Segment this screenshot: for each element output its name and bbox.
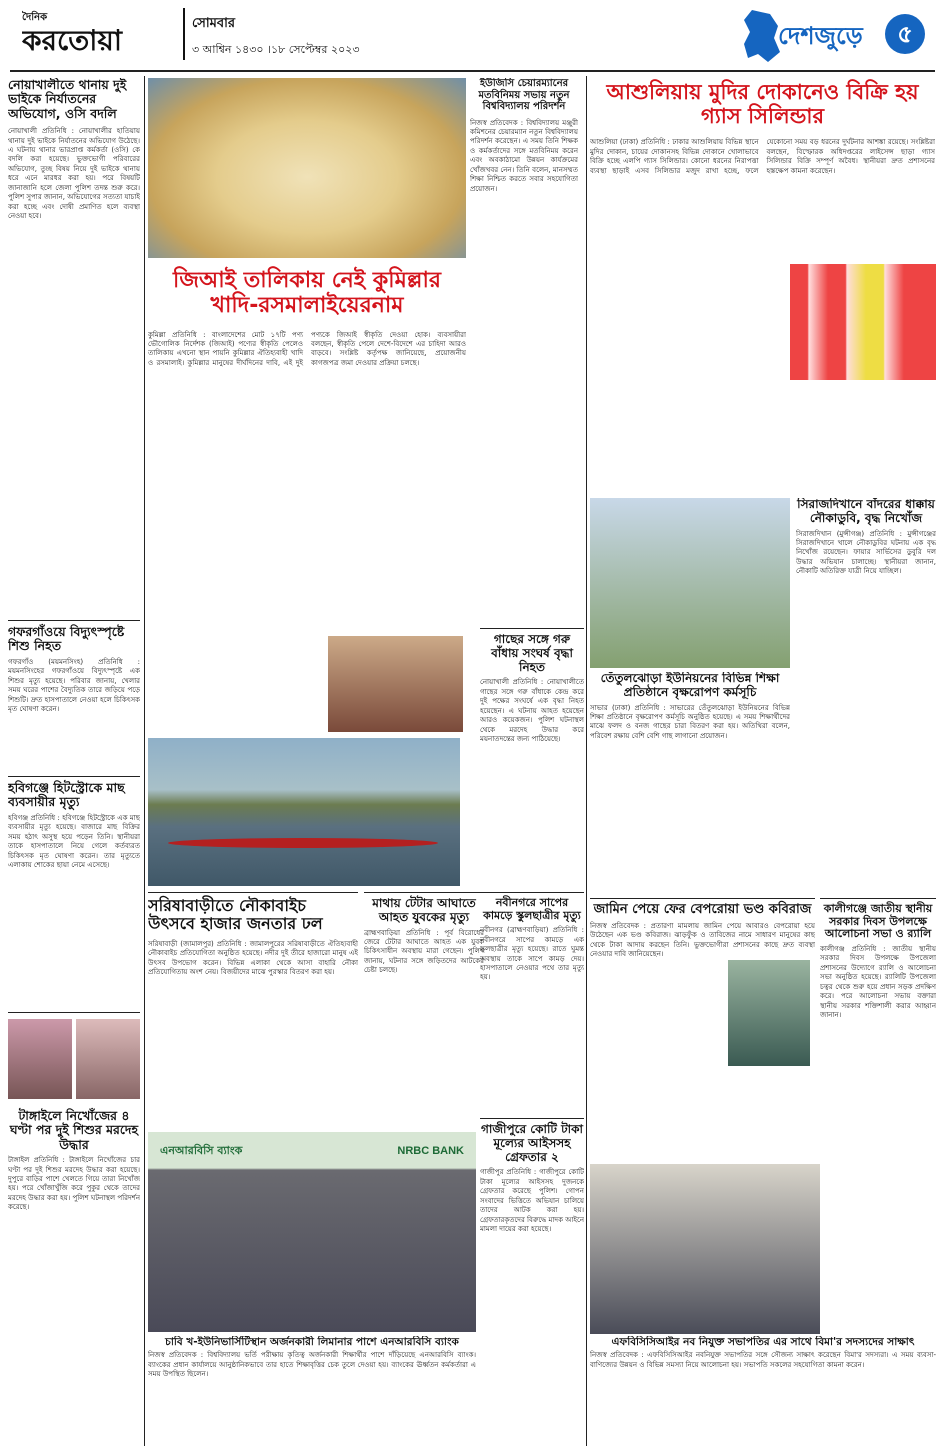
masthead (0, 0, 945, 72)
headline: এফবিসিসিআইর নব নিযুক্ত সভাপতির এর সাথে বিমা'র সদস্যদের সাক্ষাৎ (611, 1336, 915, 1348)
col-divider-2 (586, 76, 587, 1446)
rasmalai-photo (148, 78, 466, 258)
col-divider-1 (144, 76, 145, 1446)
article-body: নোয়াখালী প্রতিনিধি : নোয়াখালীতে গাছের সঙ্গে গরু বাঁধাকে কেন্দ্র করে দুই পক্ষের সংঘর্ষে এক বৃদ্ধা নিহত হয়েছেন। এ ঘটনায় আহত হয়েছেন আরও কয়েকজন। পুলিশ ঘটনাস্থল থেকে মরদেহ উদ্ধার করে ময়নাতদন্তের জন্য পাঠিয়েছে। (480, 678, 584, 744)
article-body: নোয়াখালী প্রতিনিধি : নোয়াখালীর হাতিয়ায় থানায় দুই ভাইকে নির্যাতনের অভিযোগ উঠেছে। এ ঘটনায় থানার ভারপ্রাপ্ত কর্মকর্তা (ওসি) কে বদলি করা হয়েছে। ভুক্তভোগী পরিবারের অভিযোগ, তুচ্ছ বিষয় নিয়ে দুই ভাইকে থানায় ধরে এনে মারধর করা হয়। পরে বিষয়টি জানাজানি হলে জেলা পুলিশ তদন্ত শুরু করে। পুলিশ সুপার জানান, অভিযোগের সত্যতা যাচাই করা হচ্ছে এবং দোষী প্রমাণিত হলে ব্যবস্থা নেওয়া হবে। (8, 127, 140, 221)
date-label: ৩ আশ্বিন ১৪৩০ ।১৮ সেপ্টেম্বর ২০২৩ (192, 43, 360, 56)
article-snake (480, 892, 584, 1112)
article-body: টাঙ্গাইল প্রতিনিধি : টাঙ্গাইলে নিখোঁজের চার ঘণ্টা পর দুই শিশুর মরদেহ উদ্ধার করা হয়েছে। দুপুরে বাড়ির পাশে খেলতে গিয়ে তারা নিখোঁজ হয়। পরে খোঁজাখুঁজি করে পুকুর থেকে তাদের মরদেহ উদ্ধার করা হয়। পুলিশ ঘটনাস্থল পরিদর্শন করেছে। (8, 1156, 140, 1212)
article-sarishabari (148, 892, 358, 1124)
article-body: সাভার (ঢাকা) প্রতিনিধি : সাভারের তেঁতুলঝোড়া ইউনিয়নের বিভিন্ন শিক্ষা প্রতিষ্ঠানে বৃক্ষরোপণ কর্মসূচি অনুষ্ঠিত হয়েছে। এ সময় শিক্ষার্থীদের মাঝে ফলদ ও বনজ গাছের চারা বিতরণ করা হয়। অতিথিরা বলেন, পরিবেশ রক্ষায় বেশি বেশি গাছ লাগানো প্রয়োজন। (590, 703, 790, 740)
article-body: নিজস্ব প্রতিবেদক : এফবিসিসিআইর নবনিযুক্ত সভাপতির সঙ্গে সৌজন্য সাক্ষাৎ করেছেন বিমা'র সদস্যরা। এ সময় ব্যবসা-বাণিজ্যের উন্নয়ন ও বিভিন্ন সমস্যা নিয়ে আলোচনা হয়। সভাপতি সকলের সহযোগিতা কামনা করেন। (590, 1351, 936, 1369)
article-body: নিজস্ব প্রতিবেদক : বিশ্ববিদ্যালয় ভর্তি পরীক্ষায় কৃতিত্ব অর্জনকারী শিক্ষার্থীর পাশে দাঁড়িয়েছে এনআরবিসি ব্যাংক। ব্যাংকের প্রধান কার্যালয়ে আনুষ্ঠানিকভাবে তার হাতে শিক্ষাবৃত্তির চেক তুলে দেওয়া হয়। ব্যাংকের ঊর্ধ্বতন কর্মকর্তারা এ সময় উপস্থিত ছিলেন। (148, 1351, 476, 1378)
article-tree (590, 672, 790, 882)
headline: মাথায় টেটার আঘাতে আহত যুবকের মৃত্যু (372, 896, 476, 924)
article-bimar (590, 1336, 936, 1448)
article-ice (480, 1118, 584, 1448)
headline: গাছের সঙ্গে গরু বাঁধায় সংঘর্ষ বৃদ্ধা নিহত (491, 632, 573, 674)
article-bank (148, 1336, 476, 1448)
meeting-photo (328, 636, 463, 732)
article-body: গফরগাঁও (ময়মনসিংহ) প্রতিনিধি : ময়মনসিংহের গফরগাঁওয়ে বিদ্যুৎস্পৃষ্টে এক শিশুর মৃত্যু হয়েছে। পরিবার জানায়, খেলার সময় ঘরের পাশের বৈদ্যুতিক তারে জড়িয়ে পড়ে শিশুটি। দ্রুত হাসপাতালে নেওয়া হলে চিকিৎসক মৃত ঘোষণা করেন। (8, 657, 140, 713)
article-body: নিজস্ব প্রতিবেদক : প্রতারণা মামলায় জামিন পেয়ে আবারও বেপরোয়া হয়ে উঠেছেন এক ভণ্ড কবিরাজ। ঝাড়ফুঁক ও তাবিজের নামে সাধারণ মানুষের কাছ থেকে টাকা আদায় করছেন তিনি। ভুক্তভোগীরা প্রশাসনের কাছে দ্রুত ব্যবস্থা নেওয়ার দাবি জানিয়েছেন। (590, 921, 815, 959)
article-habiganj (8, 776, 140, 1006)
headline: হবিগঞ্জে হিটস্ট্রোকে মাছ ব্যবসায়ীর মৃত্যু (8, 780, 125, 810)
bank-sign-en: NRBC BANK (397, 1145, 464, 1157)
fbcci-photo (590, 1164, 820, 1334)
headline: গাজীপুরে কোটি টাকা মূল্যের আইসসহ গ্রেফতার ২ (480, 1122, 584, 1164)
child-photo-2 (76, 1019, 140, 1099)
gas-cylinder-photo (790, 264, 936, 380)
headline: চাবি খ-ইউনিভার্সিটিস্থান অর্জনকারী লিমানার পাশে এনআরবিসি ব্যাংক (165, 1336, 459, 1348)
article-gafargaon (8, 620, 140, 770)
article-gi (148, 262, 466, 622)
bank-sign-bn: এনআরবিসি ব্যাংক (160, 1143, 243, 1157)
boat-shape (168, 838, 438, 848)
article-body: সরিষাবাড়ী (জামালপুর) প্রতিনিধি : জামালপুরের সরিষাবাড়ীতে ঐতিহ্যবাহী নৌকাবাইচ প্রতিযোগিতা অনুষ্ঠিত হয়েছে। নদীর দুই তীরে হাজারো মানুষ এই উৎসব উপভোগ করেন। বিভিন্ন এলাকা থেকে আসা বাহারি নৌকা প্রতিযোগিতায় অংশ নেয়। বিজয়ীদের মাঝে পুরস্কার বিতরণ করা হয়। (148, 939, 358, 977)
article-sirajdikhan (796, 498, 936, 890)
headline: নোয়াখালীতে থানায় দুই ভাইকে নির্যাতনের অভিযোগ, ওসি বদলি (8, 78, 127, 121)
article-cow (480, 628, 584, 888)
child-photo-1 (8, 1019, 72, 1099)
article-body: হবিগঞ্জ প্রতিনিধি : হবিগঞ্জে হিটস্ট্রোকে এক মাছ ব্যবসায়ীর মৃত্যু হয়েছে। বাজারে মাছ বিক্রির সময় হঠাৎ অসুস্থ হয়ে পড়েন তিনি। স্থানীয়রা তাকে হাসপাতালে নিয়ে গেলে কর্তব্যরত চিকিৎসক মৃত ঘোষণা করেন। তার মৃত্যুতে এলাকায় শোকের ছায়া নেমে এসেছে। (8, 813, 140, 869)
headline: গফরগাঁওয়ে বিদ্যুৎস্পৃষ্টে শিশু নিহত (8, 624, 125, 654)
headline: ইউজিসি চেয়ারম্যানের মতবিনিময় সভায় নতুন বিশ্ববিদ্যালয় পরিদর্শন (478, 78, 570, 112)
headline: জামিন পেয়ে ফের বেপরোয়া ভণ্ড কবিরাজ (593, 902, 812, 917)
page-number: ৫ (885, 14, 925, 54)
headline: টাঙ্গাইলে নিখোঁজের ৪ ঘণ্টা পর দুই শিশুর মরদেহ উদ্ধার (9, 1108, 139, 1152)
masthead-rule (10, 70, 935, 72)
article-university (470, 78, 578, 548)
article-body: কুমিল্লা প্রতিনিধি : বাংলাদেশের মোট ১৭টি পণ্য ভৌগোলিক নির্দেশক (জিআই) পণ্যের স্বীকৃতি পেলেও তালিকায় এখনো স্থান পায়নি কুমিল্লার ঐতিহ্যবাহী খাদি ও রসমালাই। কুমিল্লার মানুষের দীর্ঘদিনের দাবি, এই দুই পণ্যকে জিআই স্বীকৃতি দেওয়া হোক। ব্যবসায়ীরা বলছেন, স্বীকৃতি পেলে দেশে-বিদেশে এর চাহিদা আরও বাড়বে। সংশ্লিষ্ট কর্তৃপক্ষ জানিয়েছে, প্রয়োজনীয় কাগজপত্র জমা দেওয়ার প্রক্রিয়া চলছে। (148, 330, 466, 367)
section-title: দেশজুড়ে (778, 22, 863, 50)
article-body: আশুলিয়া (ঢাকা) প্রতিনিধি : ঢাকার আশুলিয়ায় বিভিন্ন স্থানে মুদির দোকান, চায়ের দোকানসহ বিভিন্ন দোকানে খোলাভাবে বিক্রি হচ্ছে এলপি গ্যাস সিলিন্ডার। কোনো ধরনের নিরাপত্তা ব্যবস্থা ছাড়াই এসব সিলিন্ডার মজুদ রাখা হচ্ছে, ফলে যেকোনো সময় বড় ধরনের দুর্ঘটনার আশঙ্কা রয়েছে। সংশ্লিষ্টরা বলছেন, বিস্ফোরক অধিদপ্তরের লাইসেন্স ছাড়া গ্যাস সিলিন্ডার বিক্রি সম্পূর্ণ অবৈধ। স্থানীয়রা দ্রুত প্রশাসনের হস্তক্ষেপ কামনা করেছেন। (590, 138, 935, 175)
headline: সিরাজদিখানে বাঁদরের ধাক্কায় নৌকাডুবি, বৃদ্ধ নিখোঁজ (797, 498, 935, 525)
bank-sign (154, 1140, 470, 1162)
section-banner (740, 8, 925, 64)
logo-top: দৈনিক (22, 12, 48, 23)
headline: তেঁতুলঝোড়া ইউনিয়নের বিভিন্ন শিক্ষা প্রতিষ্ঠানে বৃক্ষরোপণ কর্মসূচি (600, 672, 780, 699)
boat-race-photo (148, 738, 460, 886)
date-block (192, 14, 452, 58)
article-kalig (820, 898, 936, 1268)
headline: নবীনগরে সাপের কামড়ে স্কুলছাত্রীর মৃত্যু (483, 896, 581, 922)
article-body: সিরাজদিখান (মুন্সীগঞ্জ) প্রতিনিধি : মুন্সীগঞ্জের সিরাজদিখানে খালে নৌকাডুবির ঘটনায় এক বৃদ্ধ নিখোঁজ রয়েছেন। ফায়ার সার্ভিসের ডুবুরি দল উদ্ধার অভিযান চালাচ্ছে। স্থানীয়রা জানান, নৌকাটি অতিরিক্ত যাত্রী নিয়ে যাচ্ছিল। (796, 529, 936, 576)
tree-plantation-photo (590, 498, 790, 668)
article-body: কালীগঞ্জ প্রতিনিধি : জাতীয় স্থানীয় সরকার দিবস উপলক্ষে উপজেলা প্রশাসনের উদ্যোগে র‍্যালি ও আলোচনা সভা অনুষ্ঠিত হয়েছে। র‍্যালিটি উপজেলা চত্বর থেকে শুরু হয়ে প্রধান সড়ক প্রদক্ষিণ করে। পরে আলোচনা সভায় বক্তারা স্থানীয় সরকার শক্তিশালী করার আহ্বান জানান। (820, 944, 936, 1019)
article-body: নবীনগর (ব্রাহ্মণবাড়িয়া) প্রতিনিধি : নবীনগরে সাপের কামড়ে এক স্কুলছাত্রীর মৃত্যু হয়েছে। রাতে ঘুমন্ত অবস্থায় তাকে সাপে কামড় দেয়। হাসপাতালে নেওয়ার পথে তার মৃত্যু হয়। (480, 926, 584, 982)
day-label: সোমবার (192, 16, 236, 31)
headline: জিআই তালিকায় নেই কুমিল্লার খাদি-রসমালাইয়েরনাম (173, 268, 441, 319)
logo (22, 10, 177, 60)
headline: আশুলিয়ায় মুদির দোকানেও বিক্রি হয় গ্যাস সিলিন্ডার (606, 80, 919, 129)
masthead-divider (183, 8, 185, 60)
article-body: ব্রাহ্মণবাড়িয়া প্রতিনিধি : পূর্ব বিরোধের জেরে টেটার আঘাতে আহত এক যুবক চিকিৎসাধীন অবস্থায় মারা গেছেন। পুলিশ জানায়, ঘটনার সঙ্গে জড়িতদের আটকের চেষ্টা চলছে। (364, 928, 484, 975)
article-tetar (364, 892, 484, 1072)
article-body: নিজস্ব প্রতিবেদক : বিশ্ববিদ্যালয় মঞ্জুরী কমিশনের চেয়ারম্যান নতুন বিশ্ববিদ্যালয় পরিদর্শন করেছেন। এ সময় তিনি শিক্ষক ও কর্মকর্তাদের সঙ্গে মতবিনিময় করেন এবং অবকাঠামো উন্নয়ন কার্যক্রমের খোঁজখবর নেন। তিনি বলেন, মানসম্মত শিক্ষা নিশ্চিত করতে সবার সহযোগিতা প্রয়োজন। (470, 118, 578, 193)
logo-main: করতোয়া (22, 24, 122, 57)
headline: কালীগঞ্জে জাতীয় স্থানীয় সরকার দিবস উপলক্ষে আলোচনা সভা ও র‍্যালি (823, 902, 933, 941)
article-tangail (8, 1012, 140, 1444)
headline: সরিষাবাড়ীতে নৌকাবাইচ উৎসবে হাজার জনতার ঢল (148, 896, 323, 934)
kabiraj-photo (728, 960, 810, 1066)
article-body: গাজীপুর প্রতিনিধি : গাজীপুরে কোটি টাকা মূল্যের আইসসহ দুজনকে গ্রেফতার করেছে পুলিশ। গোপন সংবাদের ভিত্তিতে অভিযান চালিয়ে তাদের আটক করা হয়। গ্রেফতারকৃতদের বিরুদ্ধে মাদক আইনে মামলা দায়ের করা হয়েছে। (480, 1168, 584, 1234)
bank-photo (148, 1132, 476, 1332)
article-noakhali (8, 78, 140, 613)
